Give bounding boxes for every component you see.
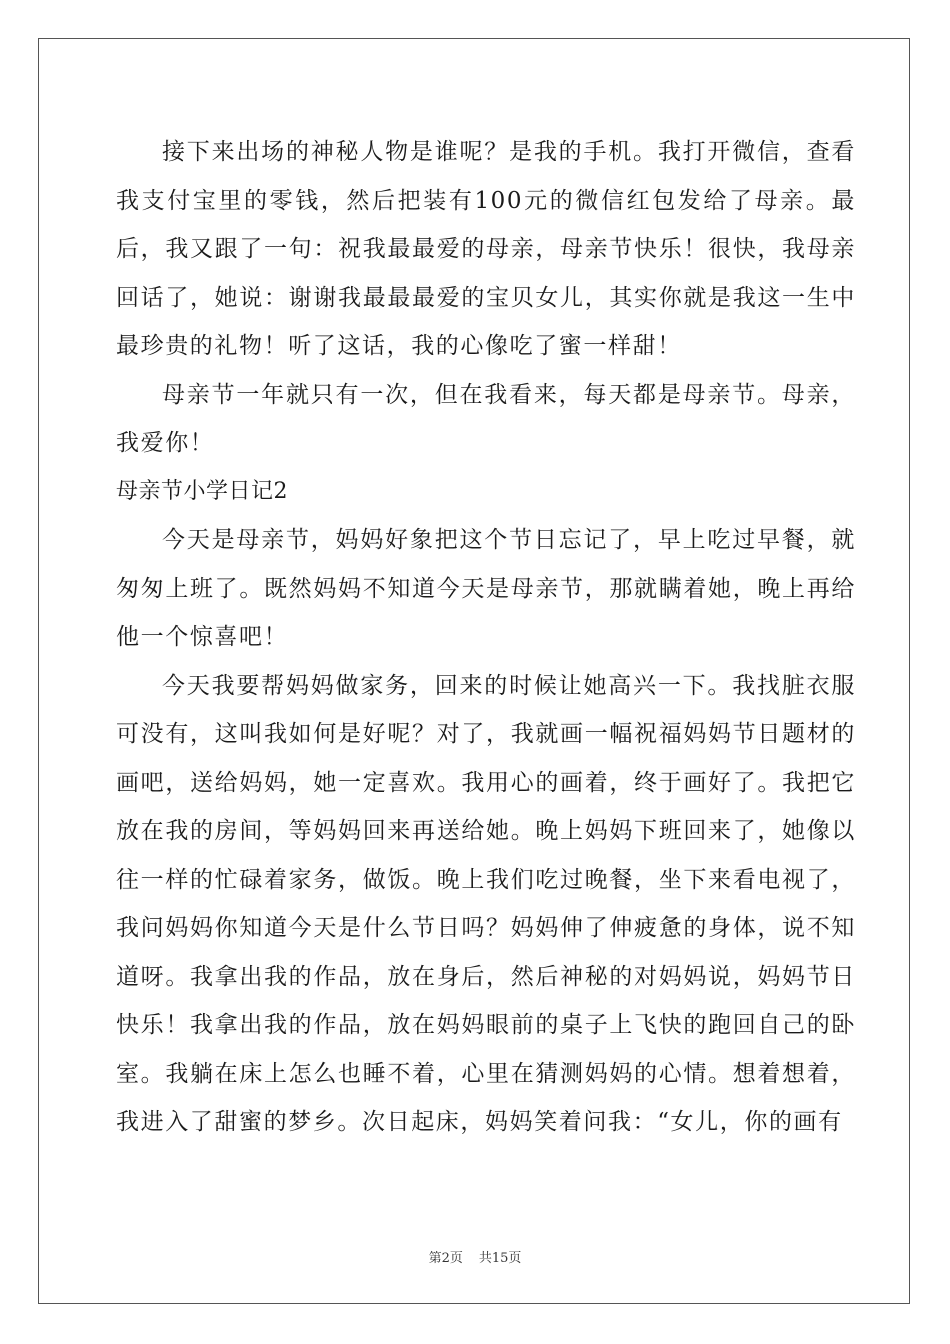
document-body — [116, 128, 856, 1147]
page-footer — [0, 1247, 950, 1266]
page-total: 共15页 — [478, 1251, 522, 1266]
paragraph-forgot-holiday: 今天是母亲节，妈妈好象把这个节日忘记了，早上吃过早餐，就匆匆上班了。既然妈妈不知道今天是母亲节，那就瞒着她，晚上再给他一个惊喜吧！ — [116, 527, 856, 650]
paragraph-every-day-mothers-day: 母亲节一年就只有一次，但在我看来，每天都是母亲节。母亲，我爱你！ — [116, 381, 856, 456]
section-title: 母亲节小学日记2 — [116, 478, 288, 504]
paragraph-phone-gift: 接下来出场的神秘人物是谁呢？是我的手机。我打开微信，查看我支付宝里的零钱，然后把装有100元的微信红包发给了母亲。最后，我又跟了一句：祝我最最爱的母亲，母亲节快乐！很快，我母亲回话了，她说：谢谢我最最最爱的宝贝女儿，其实你就是我这一生中最珍贵的礼物！听了这话，我的心像吃了蜜一样甜！ — [116, 139, 856, 359]
page-number: 第2页 — [428, 1251, 463, 1266]
paragraph-drawing-gift: 今天我要帮妈妈做家务，回来的时候让她高兴一下。我找脏衣服可没有，这叫我如何是好呢？对了，我就画一幅祝福妈妈节日题材的画吧，送给妈妈，她一定喜欢。我用心的画着，终于画好了。我把它放在我的房间，等妈妈回来再送给她。晚上妈妈下班回来了，她像以往一样的忙碌着家务，做饭。晚上我们吃过晚餐，坐下来看电视了，我问妈妈你知道今天是什么节日吗？妈妈伸了伸疲惫的身体，说不知道呀。我拿出我的作品，放在身后，然后神秘的对妈妈说，妈妈节日快乐！我拿出我的作品，放在妈妈眼前的桌子上飞快的跑回自己的卧室。我躺在床上怎么也睡不着，心里在猜测妈妈的心情。想着想着，我进入了甜蜜的梦乡。次日起床，妈妈笑着问我：“女儿，你的画有 — [116, 672, 856, 1135]
